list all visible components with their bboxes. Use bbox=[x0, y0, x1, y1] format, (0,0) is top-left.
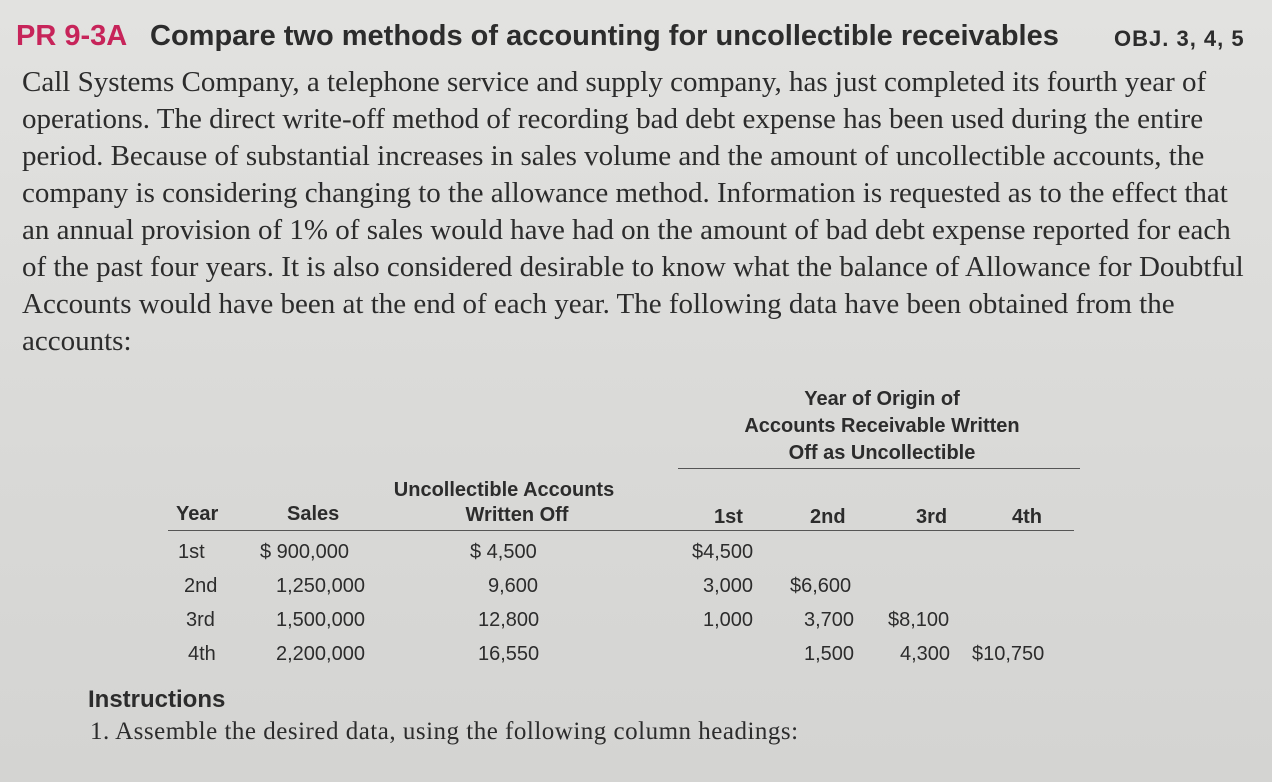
origin-heading-line: Off as Uncollectible bbox=[788, 442, 976, 464]
cell-origin-2nd: 3,700 bbox=[804, 609, 855, 631]
problem-title: Compare two methods of accounting for uncollectible receivables bbox=[150, 20, 1059, 52]
problem-description: Call Systems Company, a telephone service and supply company, has just completed its fourth year of operations. The direct write-off method of recording bad debt expense has been used during the entire period. Because of substantial increases in sales volume and the amount of uncollectible accounts, the company is considering changing to the allowance method. Information is requested as to the effect that an annual provision of 1% of sales would have had on the amount of bad debt expense reported for each of the past four years. It is also considered desirable to know what the balance of Allowance for Doubtful Accounts would have been at the end of each year. The following data have been obtained from the accounts: bbox=[22, 66, 1244, 357]
cell-sales: 1,500,000 bbox=[276, 609, 365, 631]
year-of-origin-heading bbox=[720, 386, 1044, 467]
origin-heading-rule bbox=[678, 468, 1080, 469]
cell-origin-1st: 3,000 bbox=[703, 575, 754, 597]
cell-sales: $ 900,000 bbox=[260, 541, 349, 563]
cell-origin-1st: 1,000 bbox=[703, 609, 754, 631]
instructions-heading: Instructions bbox=[88, 686, 226, 713]
col-header-2nd: 2nd bbox=[810, 506, 846, 528]
cell-origin-3rd: 4,300 bbox=[900, 643, 951, 665]
cell-origin-4th: $10,750 bbox=[972, 643, 1045, 665]
col-header-4th: 4th bbox=[1012, 506, 1042, 528]
col-header-year: Year bbox=[176, 503, 219, 525]
cell-sales: 2,200,000 bbox=[276, 643, 365, 665]
problem-code: PR 9-3A bbox=[16, 20, 128, 52]
cell-year: 4th bbox=[188, 643, 216, 665]
header-rule bbox=[168, 530, 1074, 531]
instruction-step-1: 1. Assemble the desired data, using the following column headings: bbox=[90, 718, 799, 745]
uncollectible-heading-line: Uncollectible Accounts bbox=[393, 479, 615, 501]
objectives-label: OBJ. 3, 4, 5 bbox=[1114, 26, 1245, 51]
cell-written-off: 16,550 bbox=[478, 643, 540, 665]
cell-origin-2nd: $6,600 bbox=[790, 575, 852, 597]
cell-origin-3rd: $8,100 bbox=[888, 609, 950, 631]
uncollectible-heading-line: Written Off bbox=[465, 504, 569, 526]
cell-written-off: $ 4,500 bbox=[470, 541, 537, 563]
cell-written-off: 9,600 bbox=[488, 575, 539, 597]
cell-sales: 1,250,000 bbox=[276, 575, 365, 597]
col-header-3rd: 3rd bbox=[916, 506, 948, 528]
cell-origin-2nd: 1,500 bbox=[804, 643, 855, 665]
col-header-sales: Sales bbox=[287, 503, 340, 525]
origin-heading-line: Year of Origin of bbox=[804, 388, 960, 410]
cell-year: 3rd bbox=[186, 609, 215, 631]
cell-year: 2nd bbox=[184, 575, 218, 597]
col-header-1st: 1st bbox=[714, 506, 743, 528]
origin-heading-line: Accounts Receivable Written bbox=[744, 415, 1020, 437]
cell-written-off: 12,800 bbox=[478, 609, 540, 631]
cell-origin-1st: $4,500 bbox=[692, 541, 754, 563]
cell-year: 1st bbox=[178, 541, 205, 563]
uncollectible-heading bbox=[384, 478, 624, 528]
